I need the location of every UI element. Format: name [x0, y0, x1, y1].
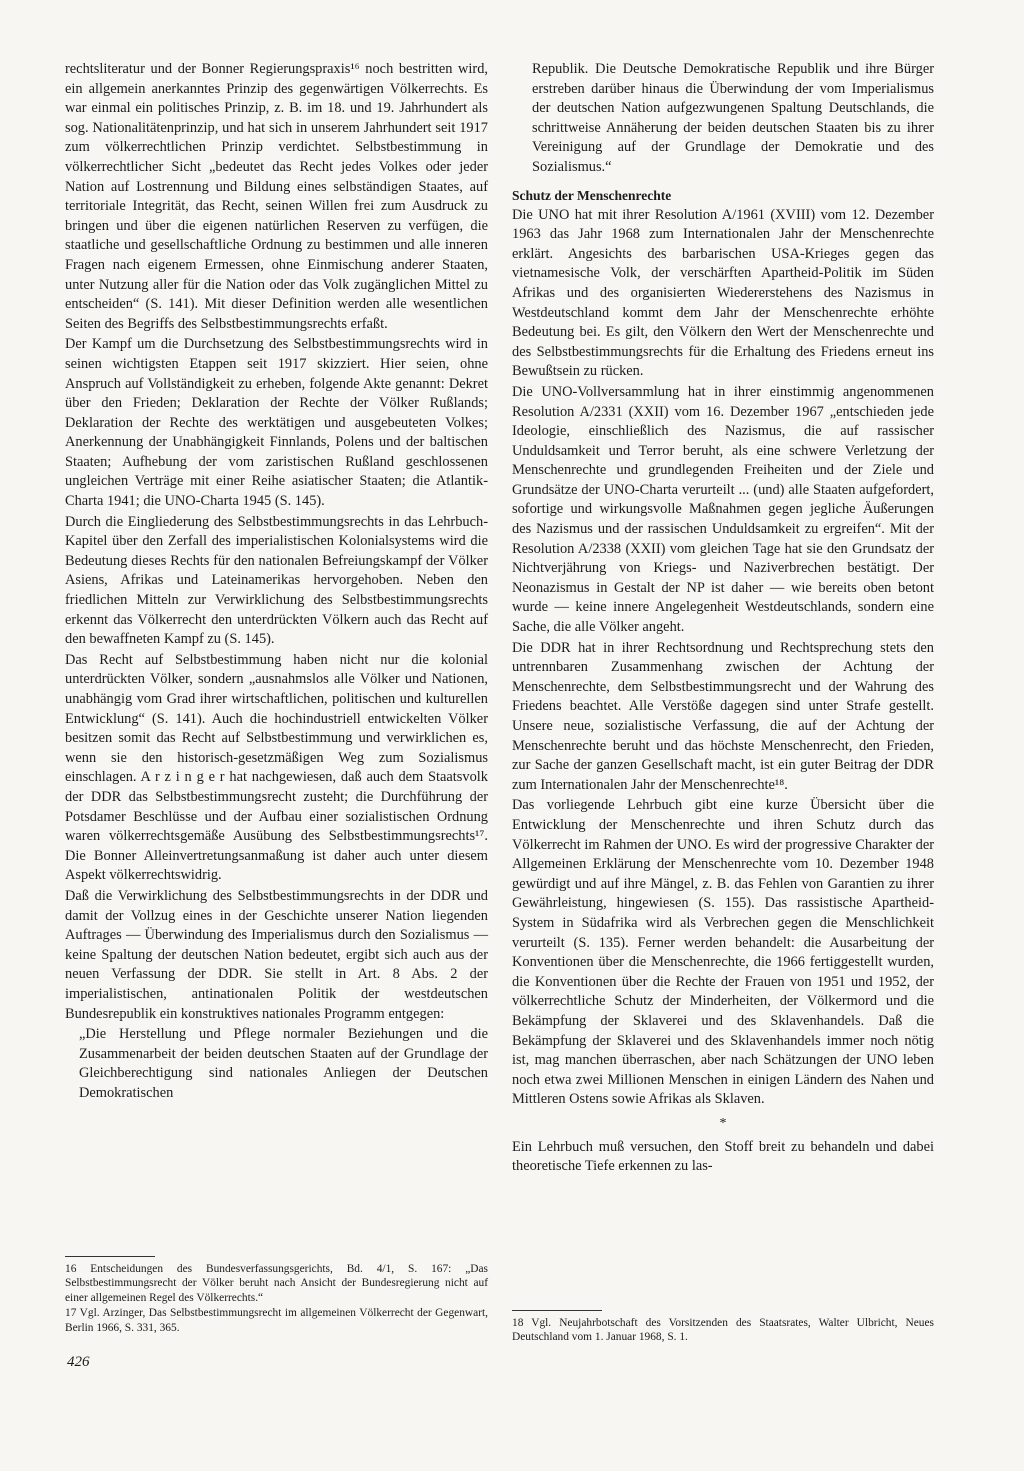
body-paragraph: Die DDR hat in ihrer Rechtsordnung und Rechtsprechung stets den untrennbaren Zusammenhang zwischen der Achtung der Menschenrechte, dem Selbstbestimmungsrecht und der Wahrung des Friedens beachtet. Alle Verstöße dagegen sind unter Strafe gestellt. Unsere neue, sozialistische Verfassung, die auf der Achtung der Menschenrechte beruht und das höchste Menschenrecht, den Frieden, zur Sache der ganzen Gesellschaft macht, ist ein guter Beitrag der DDR zum Internationalen Jahr der Menschenrechte¹⁸.: [512, 639, 934, 793]
body-paragraph: Die UNO-Vollversammlung hat in ihrer einstimmig angenommenen Resolution A/2331 (XXII) vom 16. Dezember 1967 „entschieden jede Ideologie, einschließlich des Nazismus, die auf rassischer Unduldsamkeit und Terror beruht, als eine schwere Verletzung der Menschenrechte und grundlegenden Freiheiten und der Ziele und Grundsätze der UNO-Charta verurteilt ... (und) alle Staaten aufgefordert, sofortige und wirkungsvolle Maßnahmen gegen jegliche Äußerungen des Nazismus und der rassischen Unduldsamkeit zu ergreifen“. Mit der Resolution A/2338 (XXII) vom gleichen Tage hat sie den Grundsatz der Nichtverjährung von Kriegs- und Naziverbrechen bestätigt. Der Neonazismus in Gestalt der NP ist daher — wie bereits oben betont wurde — keine innere Angelegenheit Westdeutschlands, sondern eine Sache, die alle Völker angeht.: [512, 383, 934, 636]
constitution-quote-continuation: Republik. Die Deutsche Demokratische Republik und ihre Bürger erstreben darüber hinaus die Überwindung der vom Imperialismus der deutschen Nation aufgezwungenen Spaltung Deutschlands, die schrittweise Annäherung der beiden deutschen Staaten bis zu ihrer Vereinigung auf der Grundlage der Demokratie und des Sozialismus.“: [532, 61, 934, 175]
left-column: [65, 60, 488, 1104]
body-paragraph: Der Kampf um die Durchsetzung des Selbstbestimmungsrechts wird in seinen wichtigsten Etappen seit 1917 skizziert. Hier seien, ohne Anspruch auf Vollständigkeit zu erheben, folgende Akte genannt: Dekret über den Frieden; Deklaration der Rechte der Völker Rußlands; Deklaration der Rechte des werktätigen und ausgebeuteten Volkes; Anerkennung der Unabhängigkeit Finnlands, Polens und der baltischen Staaten; Aufhebung der vom zaristischen Rußland geschlossenen ungleichen Verträge mit einer Reihe asiatischer Staaten; die Atlantik-Charta 1941; die UNO-Charta 1945 (S. 145).: [65, 336, 488, 510]
footnote-rule: [65, 1256, 155, 1257]
right-column: [512, 60, 934, 1178]
body-paragraph: Das Recht auf Selbstbestimmung haben nicht nur die kolonial unterdrückten Völker, sondern „ausnahmslos alle Völker und Nationen, unabhängig vom Grad ihrer wirtschaftlichen, politischen und kulturellen Entwicklung“ (S. 141). Auch die hochindustriell entwickelten Völker besitzen somit das Recht auf Selbstbestimmung und verwirklichen es, wenn sie den historisch-gesetzmäßigen Weg zum Sozialismus einschlagen. A r z i n g e r hat nachgewiesen, daß auch dem Staatsvolk der DDR das Selbstbestimmungsrecht zusteht; die Durchführung der Potsdamer Beschlüsse und der Aufbau einer sozialistischen Ordnung waren völkerrechtsgemäße Ausübung des Selbstbestimmungsrechts¹⁷. Die Bonner Alleinvertretungsanmaßung ist daher auch unter diesem Aspekt völkerrechtswidrig.: [65, 651, 488, 884]
body-paragraph: rechtsliteratur und der Bonner Regierungspraxis¹⁶ noch bestritten wird, ein allgemein anerkanntes Prinzip des gegenwärtigen Völkerrechts. Es war einmal ein politisches Prinzip, z. B. im 18. und 19. Jahrhundert als sog. Nationalitätenprinzip, und hat sich in unserem Jahrhundert seit 1917 zum völkerrechtlichen Prinzip verdichtet. Selbstbestimmung in völkerrechtlicher Sicht „bedeutet das Recht jedes Volkes oder jeder Nation auf Lostrennung und Bildung eines selbständigen Staates, auf territoriale Integrität, das Recht, seinen Willen frei zum Ausdruck zu bringen und über die eigenen natürlichen Reserven zu verfügen, die staatliche und gesellschaftliche Ordnung zu bestimmen und alle inneren Fragen nach eigenem Ermessen, ohne Einmischung anderer Staaten, unter Nutzung aller für die Nation oder das Volk zugänglichen Mittel zu entscheiden“ (S. 141). Mit dieser Definition werden alle wesentlichen Seiten des Begriffs des Selbstbestimmungsrechts erfaßt.: [65, 61, 488, 332]
section-heading: Schutz der Menschenrechte: [512, 187, 672, 203]
body-paragraph: Die UNO hat mit ihrer Resolution A/1961 (XVIII) vom 12. Dezember 1963 das Jahr 1968 zum Internationalen Jahr der Menschenrechte erklärt. Angesichts des barbarischen USA-Krieges gegen das vietnamesische Volk, der verschärften Apartheid-Politik im Süden Afrikas und des organisierten Wiedererstehens des Nazismus in Westdeutschland kommt dem Jahr der Menschenrechte erhöhte Bedeutung bei. Es gilt, den Völkern den Wert der Menschenrechte und des Selbstbestimmungsrechts für die Erhaltung des Friedens erneut ins Bewußtsein zu rücken.: [512, 206, 934, 380]
footnote: 16 Entscheidungen des Bundesverfassungsgerichts, Bd. 4/1, S. 167: „Das Selbstbestimmungsrecht der Völker beruht nach Ansicht der Bundesregierung nicht auf einer allgemeinen Regel des Völkerrechts.“: [65, 1263, 488, 1304]
body-paragraph: Durch die Eingliederung des Selbstbestimmungsrechts in das Lehrbuch-Kapitel über den Zerfall des imperialistischen Kolonialsystems wird die Bedeutung dieses Rechts für den nationalen Befreiungskampf der Völker Asiens, Afrikas und Lateinamerikas hervorgehoben. Neben den friedlichen Mitteln zur Verwirklichung des Selbstbestimmungsrechts erkennt das Völkerrecht den unterdrückten Völkern auch das Recht auf den bewaffneten Kampf zu (S. 145).: [65, 513, 488, 648]
footnotes-left: [65, 1262, 488, 1336]
footnote: 18 Vgl. Neujahrbotschaft des Vorsitzenden des Staatsrates, Walter Ulbricht, Neues Deutschland vom 1. Januar 1968, S. 1.: [512, 1317, 934, 1344]
footnote-rule: [512, 1310, 602, 1311]
page-number: 426: [67, 1354, 90, 1370]
footnote: 17 Vgl. Arzinger, Das Selbstbestimmungsrecht im allgemeinen Völkerrecht der Gegenwart, Berlin 1966, S. 331, 365.: [65, 1307, 488, 1334]
section-separator: *: [719, 1115, 727, 1131]
body-paragraph: Das vorliegende Lehrbuch gibt eine kurze Übersicht über die Entwicklung der Menschenrechte und ihren Schutz durch das Völkerrecht im Rahmen der UNO. Es wird der progressive Charakter der Allgemeinen Erklärung der Menschenrechte vom 10. Dezember 1948 gewürdigt und auf ihre Mängel, z. B. das Fehlen von Garantien zu ihrer Gewährleistung, hingewiesen (S. 155). Das rassistische Apartheid-System in Südafrika wird als Verbrechen gegen die Menschlichkeit verurteilt (S. 135). Ferner werden behandelt: die Ausarbeitung der Konventionen über die Menschenrechte, die 1966 fertiggestellt wurden, die Konventionen über die Rechte der Frauen von 1951 und 1952, der völkerrechtliche Schutz der Minderheiten, der Völkermord und die Bekämpfung der Sklaverei und des Sklavenhandels. Daß die Bekämpfung der Sklaverei und des Sklavenhandels immer noch nötig ist, mag manchen überraschen, aber nach Schätzungen der UNO leben noch etwa zwei Millionen Menschen in einigen Ländern des Nahen und Mittleren Ostens sowie Afrikas als Sklaven.: [512, 797, 934, 1108]
footnotes-right: [512, 1316, 934, 1346]
body-paragraph: Daß die Verwirklichung des Selbstbestimmungsrechts in der DDR und damit der Vollzug eines in der Geschichte unserer Nation liegenden Auftrages — Überwindung des Imperialismus durch den Sozialismus — keine Spaltung der deutschen Nation bedeutet, ergibt sich auch aus der neuen Verfassung der DDR. Sie stellt in Art. 8 Abs. 2 der imperialistischen, antinationalen Politik der westdeutschen Bundesrepublik ein konstruktives nationales Programm entgegen:: [65, 887, 488, 1022]
body-paragraph: Ein Lehrbuch muß versuchen, den Stoff breit zu behandeln und dabei theoretische Tiefe erkennen zu las-: [512, 1138, 934, 1175]
constitution-quote: „Die Herstellung und Pflege normaler Beziehungen und die Zusammenarbeit der beiden deutschen Staaten auf der Grundlage der Gleichberechtigung sind nationales Anliegen der Deutschen Demokratischen: [79, 1026, 488, 1101]
